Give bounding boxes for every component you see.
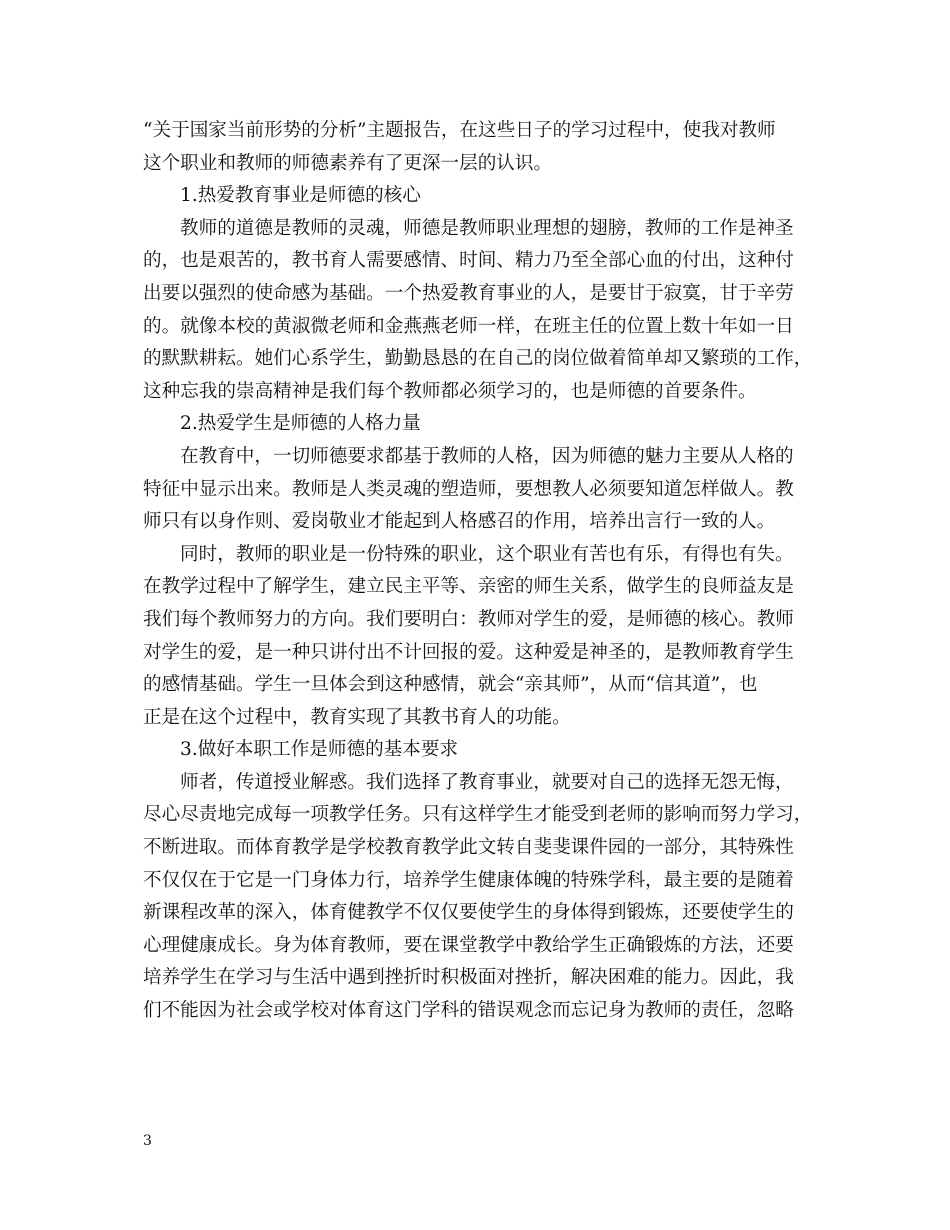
text-line: 正是在这个过程中，教育实现了其教书育人的功能。 — [143, 706, 571, 728]
paragraph-start-line: 在教育中，一切师德要求都基于教师的人格，因为师德的魅力主要从人格的 — [180, 445, 794, 467]
text-line: 师只有以身作则、爱岗敬业才能起到人格感召的作用，培养出言行一致的人。 — [143, 511, 776, 533]
text-line: 的默默耕耘。她们心系学生，勤勤恳恳的在自己的岗位做着简单却又繁琐的工作， — [143, 348, 813, 370]
text-line: 的感情基础。学生一旦体会到这种感情，就会“亲其师”，从而“信其道”，也 — [143, 674, 758, 696]
paragraph-start-line: 师者，传道授业解惑。我们选择了教育事业，就要对自己的选择无怨无悔， — [180, 771, 794, 793]
text-line: 心理健康成长。身为体育教师，要在课堂教学中教给学生正确锻炼的方法，还要 — [143, 934, 794, 956]
text-line: 不断进取。而体育教学是学校教育教学此文转自斐斐课件园的一部分，其特殊性 — [143, 837, 794, 859]
text-line: 的。就像本校的黄淑微老师和金燕燕老师一样，在班主任的位置上数十年如一日 — [143, 315, 794, 337]
paragraph-start-line: 3.做好本职工作是师德的基本要求 — [180, 739, 459, 761]
page-number: 3 — [143, 1133, 152, 1149]
text-line: 在教学过程中了解学生，建立民主平等、亲密的师生关系，做学生的良师益友是 — [143, 576, 794, 598]
text-line: “关于国家当前形势的分析”主题报告，在这些日子的学习过程中，使我对教师 — [143, 120, 776, 141]
paragraph-start-line: 2.热爱学生是师德的人格力量 — [180, 413, 421, 435]
text-line: 我们每个教师努力的方向。我们要明白：教师对学生的爱，是师德的核心。教师 — [143, 608, 794, 630]
paragraph-start-line: 教师的道德是教师的灵魂，师德是教师职业理想的翅膀，教师的工作是神圣 — [180, 217, 794, 239]
text-line: 培养学生在学习与生活中遇到挫折时积极面对挫折，解决困难的能力。因此，我 — [143, 967, 794, 989]
text-line: 的，也是艰苦的，教书育人需要感情、时间、精力乃至全部心血的付出，这种付 — [143, 250, 794, 272]
text-line: 新课程改革的深入，体育健教学不仅仅要使学生的身体得到锻炼，还要使学生的 — [143, 902, 794, 924]
paragraph-start-line: 同时，教师的职业是一份特殊的职业，这个职业有苦也有乐，有得也有失。 — [180, 543, 794, 565]
text-line: 们不能因为社会或学校对体育这门学科的错误观念而忘记身为教师的责任，忽略 — [143, 1000, 794, 1022]
text-line: 尽心尽责地完成每一项教学任务。只有这样学生才能受到老师的影响而努力学习， — [143, 804, 813, 826]
text-line: 不仅仅在于它是一门身体力行，培养学生健康体魄的特殊学科，最主要的是随着 — [143, 869, 794, 891]
text-line: 特征中显示出来。教师是人类灵魂的塑造师，要想教人必须要知道怎样做人。教 — [143, 478, 794, 500]
body-text — [143, 115, 813, 1028]
text-line: 这个职业和教师的师德素养有了更深一层的认识。 — [143, 152, 553, 174]
paragraph-start-line: 1.热爱教育事业是师德的核心 — [180, 185, 421, 207]
text-line: 这种忘我的崇高精神是我们每个教师都必须学习的，也是师德的首要条件。 — [143, 380, 757, 402]
text-line: 对学生的爱，是一种只讲付出不计回报的爱。这种爱是神圣的，是教师教育学生 — [143, 641, 794, 663]
text-line: 出要以强烈的使命感为基础。一个热爱教育事业的人，是要甘于寂寞，甘于辛劳 — [143, 282, 794, 304]
